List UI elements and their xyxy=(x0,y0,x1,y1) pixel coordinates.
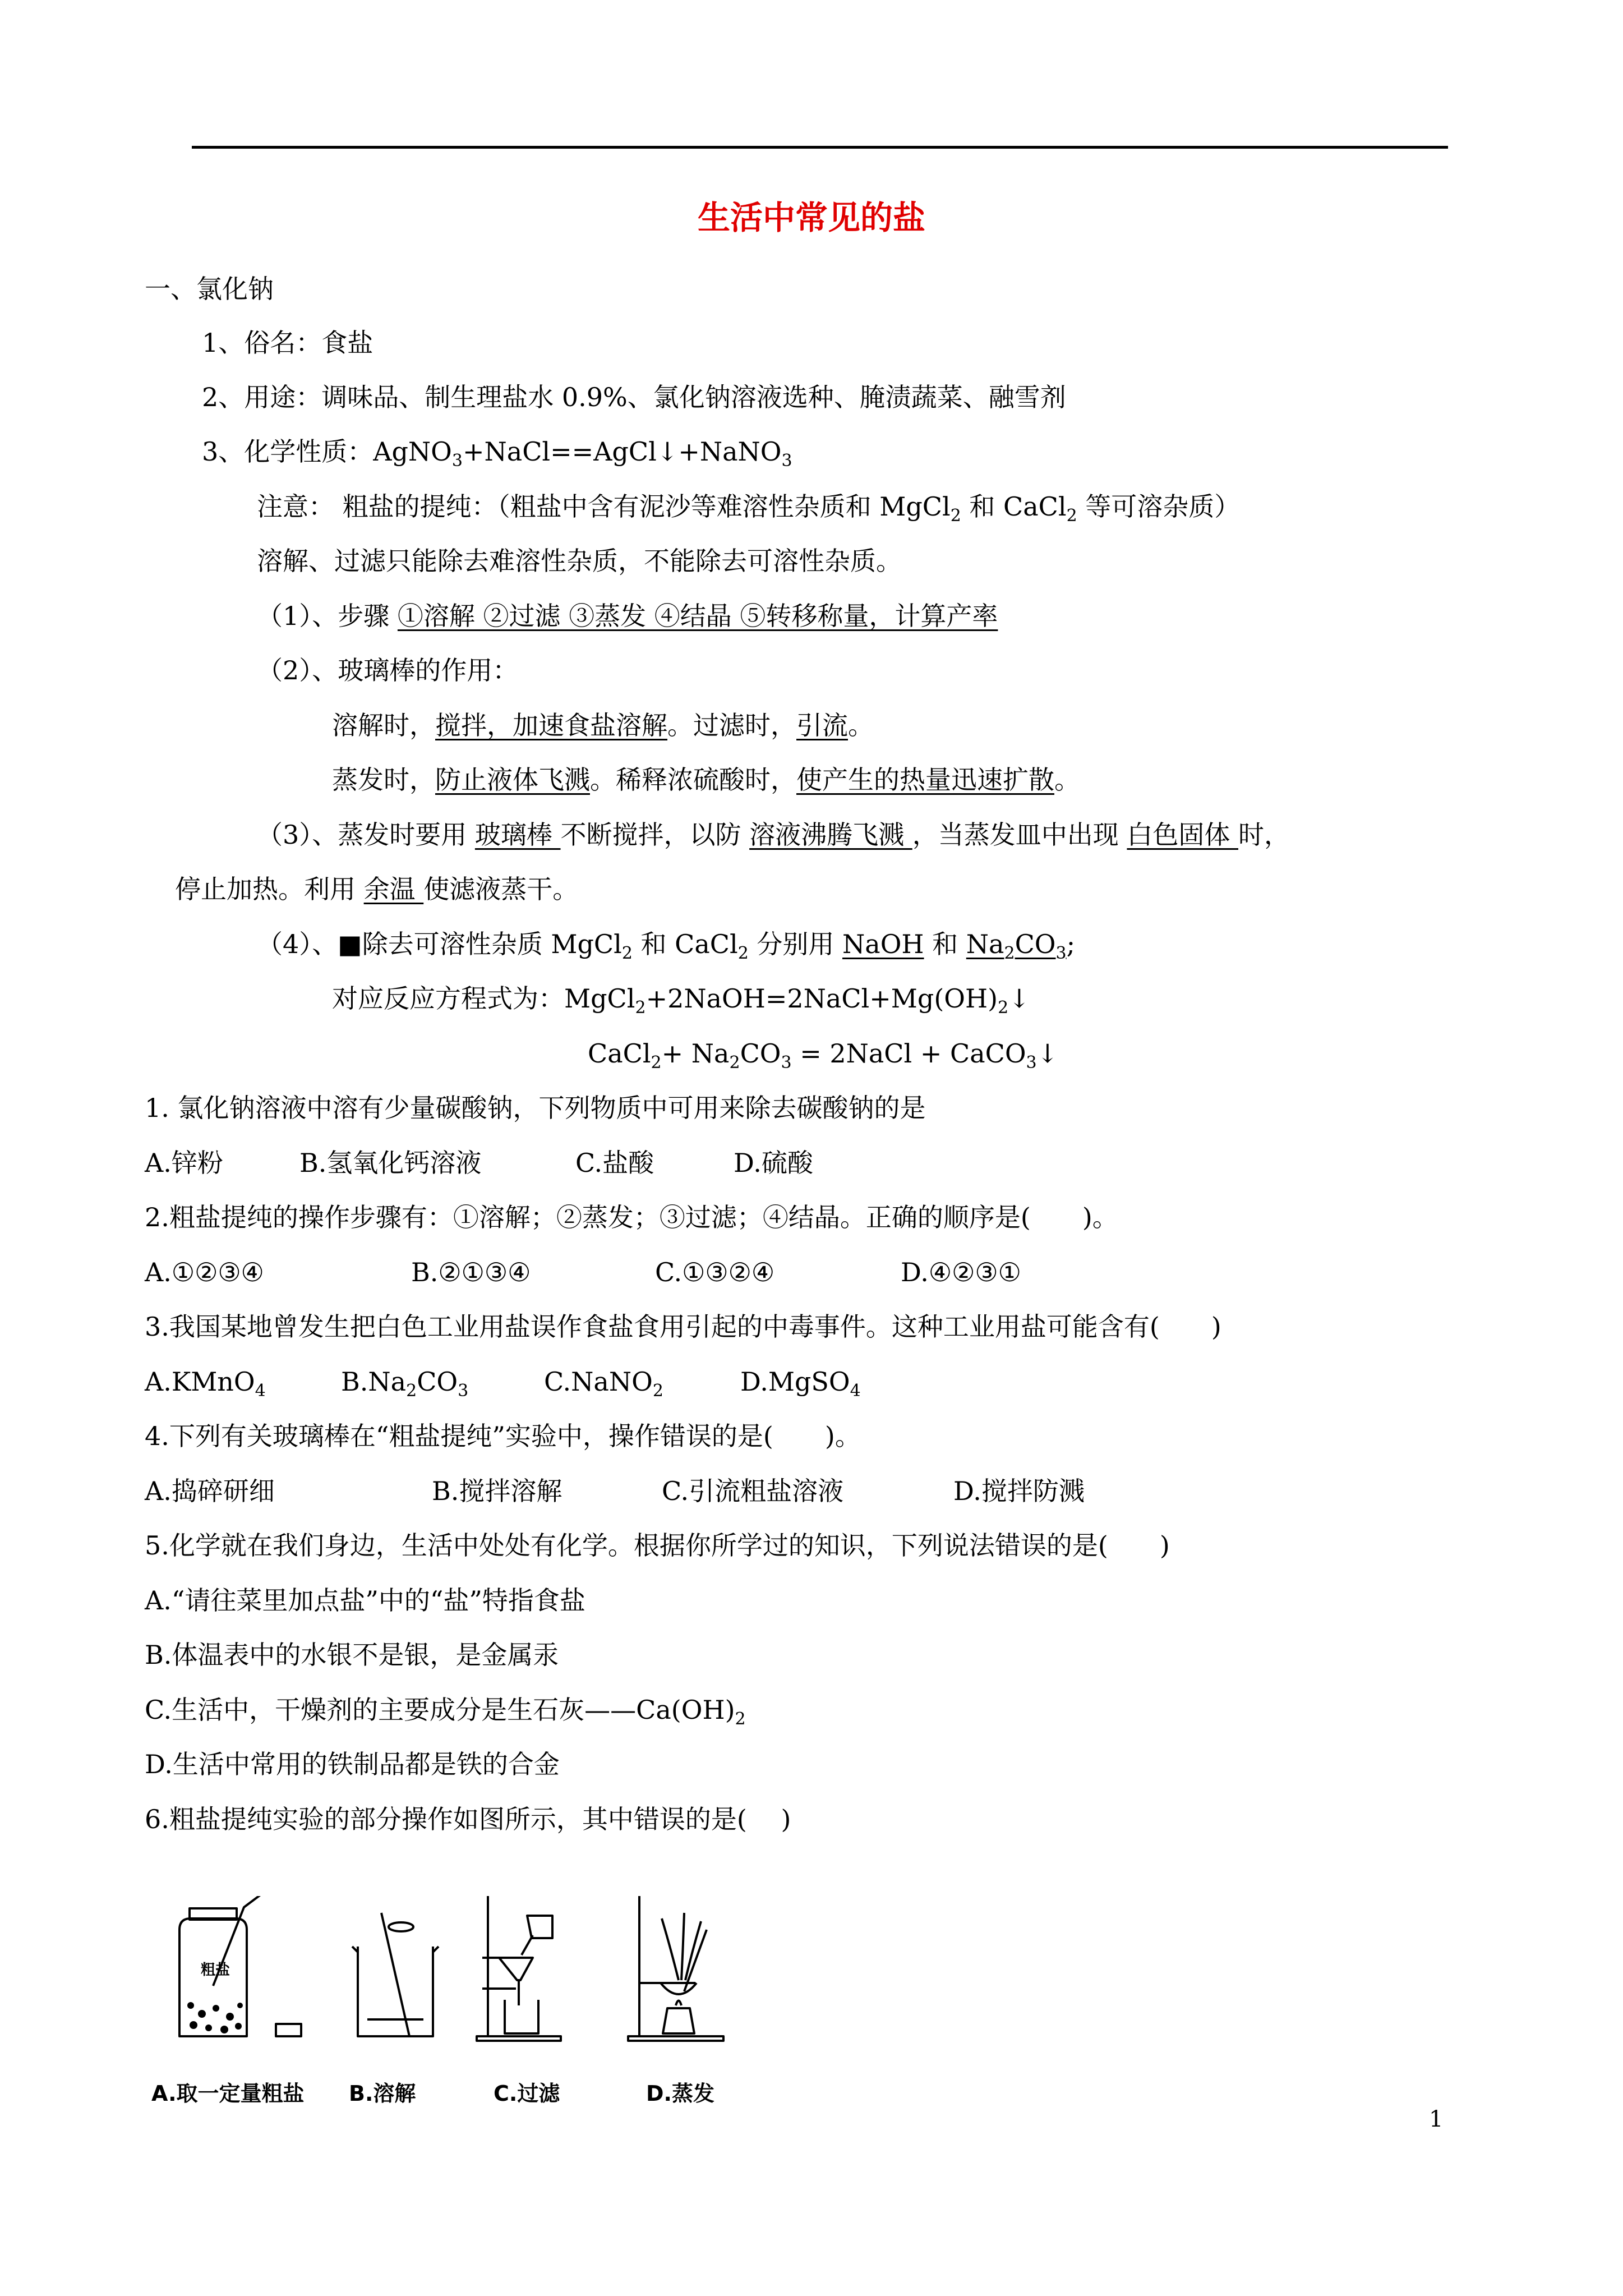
figure-caption-b: B.溶解 xyxy=(349,2081,416,2106)
option-a: A.捣碎研细 xyxy=(145,1476,275,1506)
equation-1: 对应反应方程式为：$MgCl_2+2NaOH=2NaCl+Mg(OH)_2↓$ xyxy=(332,983,1030,1018)
item-uses: 2、用途：调味品、制生理盐水 0.9%、氯化钠溶液选种、腌渍蔬菜、融雪剂 xyxy=(202,382,1066,412)
note-line: 注意： 粗盐的提纯：（粗盐中含有泥沙等难溶性杂质和 MgCl$_2$ 和 CaCl$_2$ 等可溶杂质） xyxy=(257,491,1241,526)
item-common-name: 1、俗名：食盐 xyxy=(202,328,374,358)
question-5-option-a: A.“请往菜里加点盐”中的“盐”特指食盐 xyxy=(145,1585,585,1616)
option-b: B.氢氧化钙溶液 xyxy=(299,1148,482,1178)
figure-caption-a: A.取一定量粗盐 xyxy=(151,2081,305,2106)
question-5-option-b: B.体温表中的水银不是银，是金属汞 xyxy=(145,1640,559,1670)
figure-caption-d: D.蒸发 xyxy=(646,2081,714,2106)
option-a: A.①②③④ xyxy=(145,1257,264,1287)
option-c: C.盐酸 xyxy=(575,1148,654,1178)
step-4: （4）、■除去可溶性杂质 MgCl$_2$ 和 CaCl$_2$ 分别用 NaOH 和 $Na_2CO_3$; xyxy=(257,929,1076,963)
question-4: 4.下列有关玻璃棒在“粗盐提纯”实验中，操作错误的是( )。 xyxy=(145,1421,861,1451)
question-1: 1. 氯化钠溶液中溶有少量碳酸钠，下列物质中可用来除去碳酸钠的是 xyxy=(145,1093,926,1123)
step-2-dissolve: 溶解时，搅拌，加速食盐溶解。过滤时，引流。 xyxy=(332,710,874,740)
option-d: D.MgSO$_4$ xyxy=(740,1366,861,1401)
note-line-2: 溶解、过滤只能除去难溶性杂质，不能除去可溶性杂质。 xyxy=(257,546,902,576)
step-2: （2）、玻璃棒的作用： xyxy=(257,655,519,685)
beaker-figure xyxy=(352,1913,439,2036)
step-2-evaporate: 蒸发时，防止液体飞溅。稀释浓硫酸时，使产生的热量迅速扩散。 xyxy=(332,765,1080,795)
option-c: C.引流粗盐溶液 xyxy=(662,1476,844,1506)
option-d: D.硫酸 xyxy=(734,1148,813,1178)
page-number: 1 xyxy=(1429,2106,1444,2132)
jar-label: 粗盐 xyxy=(201,1962,230,1978)
step-3: （3）、蒸发时要用 玻璃棒 不断搅拌，以防 溶液沸腾飞溅 ，当蒸发皿中出现 白色固体 时， xyxy=(257,820,1290,850)
option-b: $B.Na_2CO_3$ xyxy=(341,1366,469,1401)
option-c: C.①③②④ xyxy=(655,1257,775,1287)
figure-caption-c: C.过滤 xyxy=(494,2081,560,2106)
step-3-cont: 停止加热。利用 余温 使滤液蒸干。 xyxy=(175,874,579,904)
reagent-jar-figure xyxy=(179,1896,301,2036)
question-5-option-c: C.生活中，干燥剂的主要成分是生石灰$——Ca(OH)_2$ xyxy=(145,1695,746,1729)
question-5: 5.化学就在我们身边，生活中处处有化学。根据你所学过的知识，下列说法错误的是( ) xyxy=(145,1530,1170,1561)
option-c: C.NaNO$_2$ xyxy=(544,1366,663,1401)
option-b: B.搅拌溶解 xyxy=(432,1476,562,1506)
option-a: A.锌粉 xyxy=(145,1148,223,1178)
step-1: （1）、步骤 ①溶解 ②过滤 ③蒸发 ④结晶 ⑤转移称量，计算产率 xyxy=(257,601,998,631)
question-5-option-d: D.生活中常用的铁制品都是铁的合金 xyxy=(145,1749,560,1779)
option-b: B.②①③④ xyxy=(411,1257,531,1287)
item-chemical-property: 3、化学性质：AgNO$_3$+NaCl==AgCl↓+NaNO$_3$ xyxy=(202,436,792,471)
evaporation-figure xyxy=(628,1896,723,2041)
option-d: D.搅拌防溅 xyxy=(953,1476,1085,1506)
option-d: D.④②③① xyxy=(901,1257,1021,1287)
experiment-figures xyxy=(146,1896,819,2120)
question-6: 6.粗盐提纯实验的部分操作如图所示，其中错误的是( ) xyxy=(145,1804,791,1834)
question-2: 2.粗盐提纯的操作步骤有：①溶解；②蒸发；③过滤；④结晶。正确的顺序是( )。 xyxy=(145,1202,1118,1232)
section-heading: 一、氯化钠 xyxy=(145,274,274,304)
equation-2: CaCl$_2$+ $Na_2CO_3$ = 2NaCl + CaCO$_3$↓ xyxy=(588,1038,1059,1073)
page-title: 生活中常见的盐 xyxy=(697,199,925,237)
question-3: 3.我国某地曾发生把白色工业用盐误作食盐食用引起的中毒事件。这种工业用盐可能含有( ) xyxy=(145,1312,1221,1342)
filter-funnel-figure xyxy=(477,1896,561,2041)
option-a: A.KMnO$_4$ xyxy=(145,1366,266,1401)
header-rule xyxy=(192,146,1448,149)
